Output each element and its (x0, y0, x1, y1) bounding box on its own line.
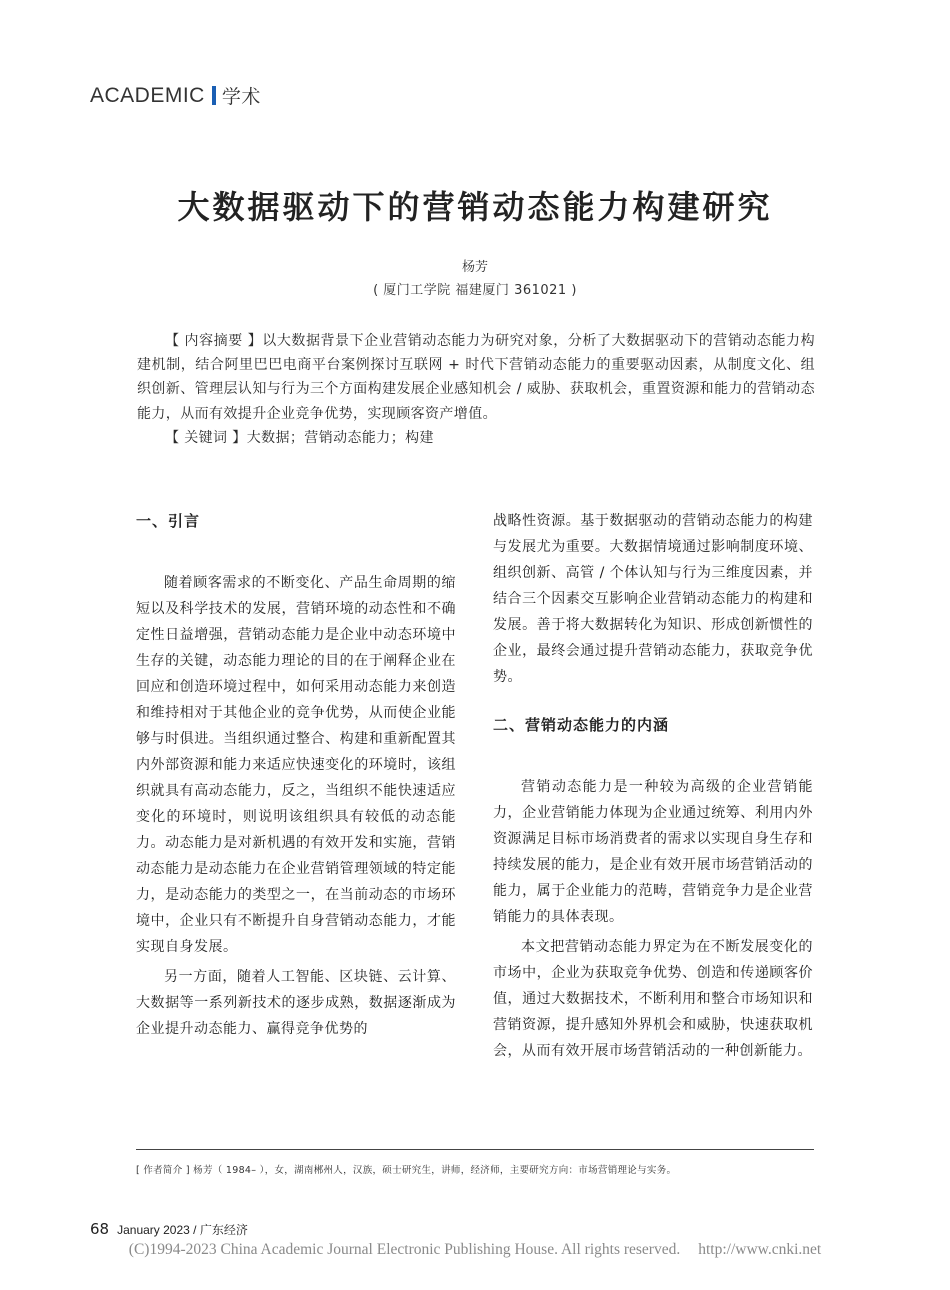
page-footer (90, 1220, 248, 1238)
continued-paragraph: 战略性资源。基于数据驱动的营销动态能力的构建与发展尤为重要。大数据情境通过影响制度环境、组织创新、高管 / 个体认知与行为三维度因素，并结合三个因素交互影响企业营销动态能力的构建和发展。善于将大数据转化为知识、形成创新惯性的企业，最终会通过提升营销动态能力，获取竞争优势。 (493, 513, 813, 685)
cnki-link[interactable]: http://www.cnki.net (698, 1241, 822, 1258)
section-label-en: ACADEMIC (90, 83, 205, 107)
body-left-column (136, 508, 456, 1042)
connotation-paragraph-1: 营销动态能力是一种较为高级的企业营销能力，企业营销能力体现为企业通过统筹、利用内外资源满足目标市场消费者的需求以实现自身生存和持续发展的能力，是企业有效开展市场营销活动的能力，属于企业能力的范畴，营销竞争力是企业营销能力的具体表现。 (493, 779, 813, 925)
section-tag (90, 82, 261, 109)
spacer (493, 690, 813, 712)
keywords-paragraph (137, 426, 815, 450)
section-divider (212, 86, 216, 105)
abstract-text: 以大数据背景下企业营销动态能力为研究对象，分析了大数据驱动下的营销动态能力构建机制，结合阿里巴巴电商平台案例探讨互联网 + 时代下营销动态能力的重要驱动因素，从制度文化、组织创新、管理层认知与行为三个方面构建发展企业感知机会 / 威胁、获取机会，重置资源和能力的营销动态能力，从而有效提升企业竞争优势，实现顾客资产增值。 (137, 333, 815, 422)
footnote-divider (136, 1149, 814, 1150)
abstract-block (137, 329, 815, 450)
connotation-paragraph-2: 本文把营销动态能力界定为在不断发展变化的市场中，企业为获取竞争优势、创造和传递顾客价值，通过大数据技术，不断利用和整合市场知识和营销资源，提升感知外界机会和威胁，快速获取机会，从而有效开展市场营销活动的一种创新能力。 (493, 939, 813, 1059)
heading-introduction: 一、引言 (136, 512, 201, 530)
body-right-column (493, 508, 813, 1064)
article-author: 杨芳 (461, 260, 488, 275)
author-affiliation: ( 厦门工学院 福建厦门 361021 ) (373, 283, 577, 298)
copyright-text: (C)1994-2023 China Academic Journal Electronic Publishing House. All rights reserved. (128, 1241, 681, 1258)
intro-paragraph-2: 另一方面，随着人工智能、区块链、云计算、大数据等一系列新技术的逐步成熟，数据逐渐成为企业提升动态能力、赢得竞争优势的 (136, 969, 456, 1037)
section-label-zh: 学术 (221, 86, 261, 108)
abstract-label: 【 内容摘要 】 (165, 333, 263, 349)
intro-paragraph-1: 随着顾客需求的不断变化、产品生命周期的缩短以及科学技术的发展，营销环境的动态性和不确定性日益增强，营销动态能力是企业中动态环境中生存的关键，动态能力理论的目的在于阐释企业在回应和创造环境过程中，如何采用动态能力来创造和维持相对于其他企业的竞争优势，从而使企业能够与时俱进。当组织通过整合、构建和重新配置其内外部资源和能力来适应快速变化的环境时，该组织就具有高动态能力，反之，当组织不能快速适应变化的环境时，则说明该组织具有较低的动态能力。动态能力是对新机遇的有效开发和实施，营销动态能力是动态能力在企业营销管理领域的特定能力，是动态能力的类型之一，在当前动态的市场环境中，企业只有不断提升自身营销动态能力，才能实现自身发展。 (136, 575, 456, 955)
author-footnote: [ 作者简介 ] 杨芳（ 1984– ），女，湖南郴州人，汉族，硕士研究生，讲师，经济师，主要研究方向：市场营销理论与实务。 (136, 1165, 677, 1176)
page-number: 68 (90, 1220, 110, 1238)
copyright-line (0, 1241, 950, 1259)
heading-connotation: 二、营销动态能力的内涵 (493, 716, 670, 734)
abstract-paragraph (137, 329, 815, 426)
spacer (493, 738, 813, 774)
spacer (136, 534, 456, 570)
keywords-label: 【 关键词 】 (165, 429, 247, 446)
keywords-text: 大数据；营销动态能力；构建 (246, 429, 434, 446)
article-title: 大数据驱动下的营销动态能力构建研究 (177, 188, 773, 226)
journal-issue: January 2023 / 广东经济 (117, 1223, 248, 1237)
